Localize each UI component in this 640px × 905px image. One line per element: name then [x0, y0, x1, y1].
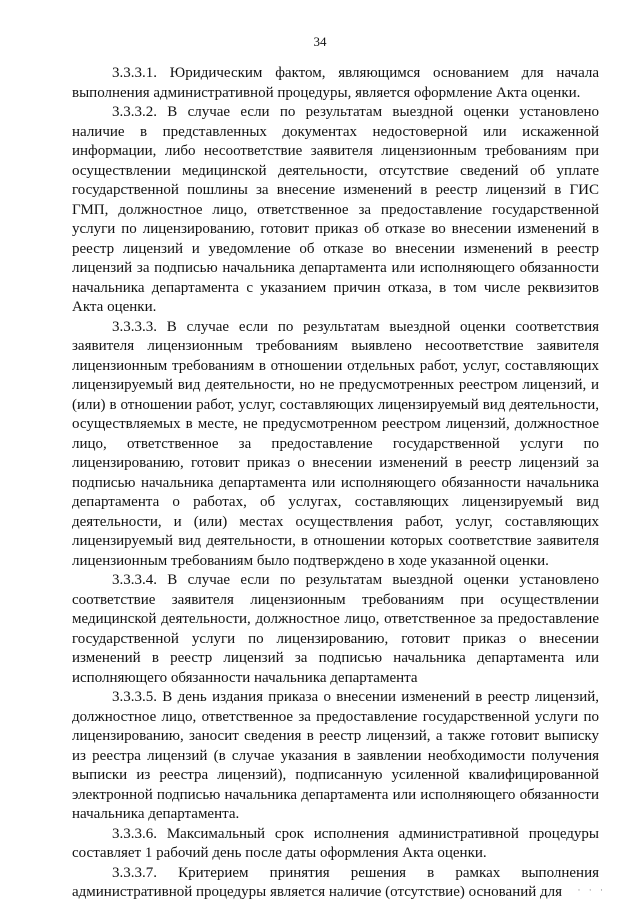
document-body	[72, 64, 599, 903]
paragraph-3-3-3-3: 3.3.3.3. В случае если по результатам выездной оценки соответствия заявителя лицензионным требованиям выявлено несоответствие заявителя лицензионным требованиям в отношении отдельных работ, услуг, составляющих лицензируемый вид деятельности, но не предусмотренных реестром лицензий, и (или) в отношении работ, услуг, составляющих лицензируемый вид деятельности, осуществляемых в месте, не предусмотренном реестром лицензий, должностное лицо, ответственное за предоставление государственной услуги по лицензированию, готовит приказ о внесении изменений в реестр лицензий за подписью начальника департамента или исполняющего обязанности начальника департамента о работах, об услугах, составляющих лицензируемый вид деятельности, и (или) местах осуществления работ, услуг, составляющих лицензируемый вид деятельности, в отношении которых соответствие заявителя лицензионным требованиям было подтверждено в ходе указанной оценки.	[72, 318, 599, 569]
page-number: 34	[313, 34, 327, 49]
paragraph-3-3-3-1: 3.3.3.1. Юридическим фактом, являющимся основанием для начала выполнения административной процедуры, является оформление Акта оценки.	[72, 65, 599, 101]
paragraph-3-3-3-2: 3.3.3.2. В случае если по результатам выездной оценки установлено наличие в представленных документах недостоверной или искаженной информации, либо несоответствие заявителя лицензионным требованиям при осуществлении медицинской деятельности, отсутствие сведений об уплате государственной пошлины за внесение изменений в реестр лицензий в ГИС ГМП, должностное лицо, ответственное за предоставление государственной услуги по лицензированию, готовит приказ об отказе во внесении изменений в реестр лицензий и уведомление об отказе во внесении изменений в реестр лицензий за подписью начальника департамента или исполняющего обязанности начальника департамента с указанием причин отказа, в том числе реквизитов Акта оценки.	[72, 104, 599, 315]
paragraph-3-3-3-7: 3.3.3.7. Критерием принятия решения в рамках выполнения административной процедуры является наличие (отсутствие) оснований для	[72, 864, 599, 900]
paragraph-3-3-3-4: 3.3.3.4. В случае если по результатам выездной оценки установлено соответствие заявителя лицензионным требованиям при осуществлении медицинской деятельности, должностное лицо, ответственное за предоставление государственной услуги по лицензированию, готовит приказ о внесении изменений в реестр лицензий за подписью начальника департамента или исполняющего обязанности начальника департамента	[72, 572, 599, 686]
paragraph-3-3-3-5: 3.3.3.5. В день издания приказа о внесении изменений в реестр лицензий, должностное лицо, ответственное за предоставление государственной услуги по лицензированию, заносит сведения в реестр лицензий, а также готовит выписку из реестра лицензий (в случае указания в заявлении необходимости получения выписки из реестра лицензий), подписанную усиленной квалифицированной электронной подписью начальника департамента или исполняющего обязанности начальника департамента.	[72, 689, 599, 822]
paragraph-3-3-3-6: 3.3.3.6. Максимальный срок исполнения административной процедуры составляет 1 рабочий день после даты оформления Акта оценки.	[72, 825, 599, 861]
scan-artifact: · · ·	[577, 885, 606, 895]
